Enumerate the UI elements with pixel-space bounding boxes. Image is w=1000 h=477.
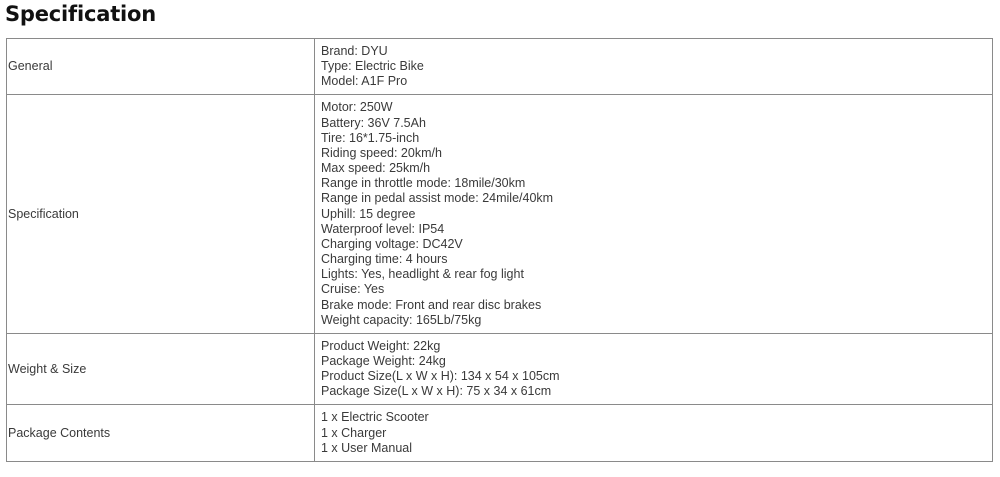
spec-line: Battery: 36V 7.5Ah: [321, 115, 426, 130]
spec-line: Charging voltage: DC42V: [321, 236, 463, 251]
row-values: [315, 39, 993, 95]
spec-line: Range in throttle mode: 18mile/30km: [321, 176, 526, 191]
spec-line: Riding speed: 20km/h: [321, 145, 442, 160]
spec-line: Package Weight: 24kg: [321, 353, 446, 368]
spec-line: Type: Electric Bike: [321, 59, 424, 74]
spec-line: Brand: DYU: [321, 44, 388, 58]
row-values: [315, 95, 993, 333]
table-row: [7, 95, 993, 333]
spec-line: Product Size(L x W x H): 134 x 54 x 105cm: [321, 369, 560, 384]
table-row: [7, 405, 993, 461]
row-label: Specification: [7, 95, 315, 333]
spec-line: Range in pedal assist mode: 24mile/40km: [321, 191, 554, 206]
row-values: [315, 333, 993, 405]
spec-line: Max speed: 25km/h: [321, 161, 431, 176]
spec-line: Charging time: 4 hours: [321, 252, 448, 267]
spec-line: Motor: 250W: [321, 100, 393, 115]
spec-table-body: [7, 39, 993, 462]
spec-line: Brake mode: Front and rear disc brakes: [321, 297, 542, 312]
spec-line: Product Weight: 22kg: [321, 338, 441, 353]
row-label: Weight & Size: [7, 333, 315, 405]
table-row: [7, 333, 993, 405]
spec-line: Lights: Yes, headlight & rear fog light: [321, 267, 524, 282]
spec-line: Model: A1F Pro: [321, 74, 408, 89]
row-values: [315, 405, 993, 461]
spec-line: Cruise: Yes: [321, 282, 385, 297]
spec-line: Tire: 16*1.75-inch: [321, 130, 420, 145]
spec-line: Uphill: 15 degree: [321, 206, 416, 221]
spec-line: 1 x Electric Scooter: [321, 410, 429, 425]
spec-line: Weight capacity: 165Lb/75kg: [321, 312, 482, 327]
row-label: General: [7, 39, 315, 95]
spec-line: 1 x Charger: [321, 425, 387, 440]
page-title: Specification: [5, 2, 157, 26]
spec-line: Waterproof level: IP54: [321, 221, 445, 236]
spec-line: 1 x User Manual: [321, 440, 413, 455]
spec-table: [6, 38, 993, 462]
spec-line: Package Size(L x W x H): 75 x 34 x 61cm: [321, 384, 552, 399]
table-row: [7, 39, 993, 95]
row-label: Package Contents: [7, 405, 315, 461]
